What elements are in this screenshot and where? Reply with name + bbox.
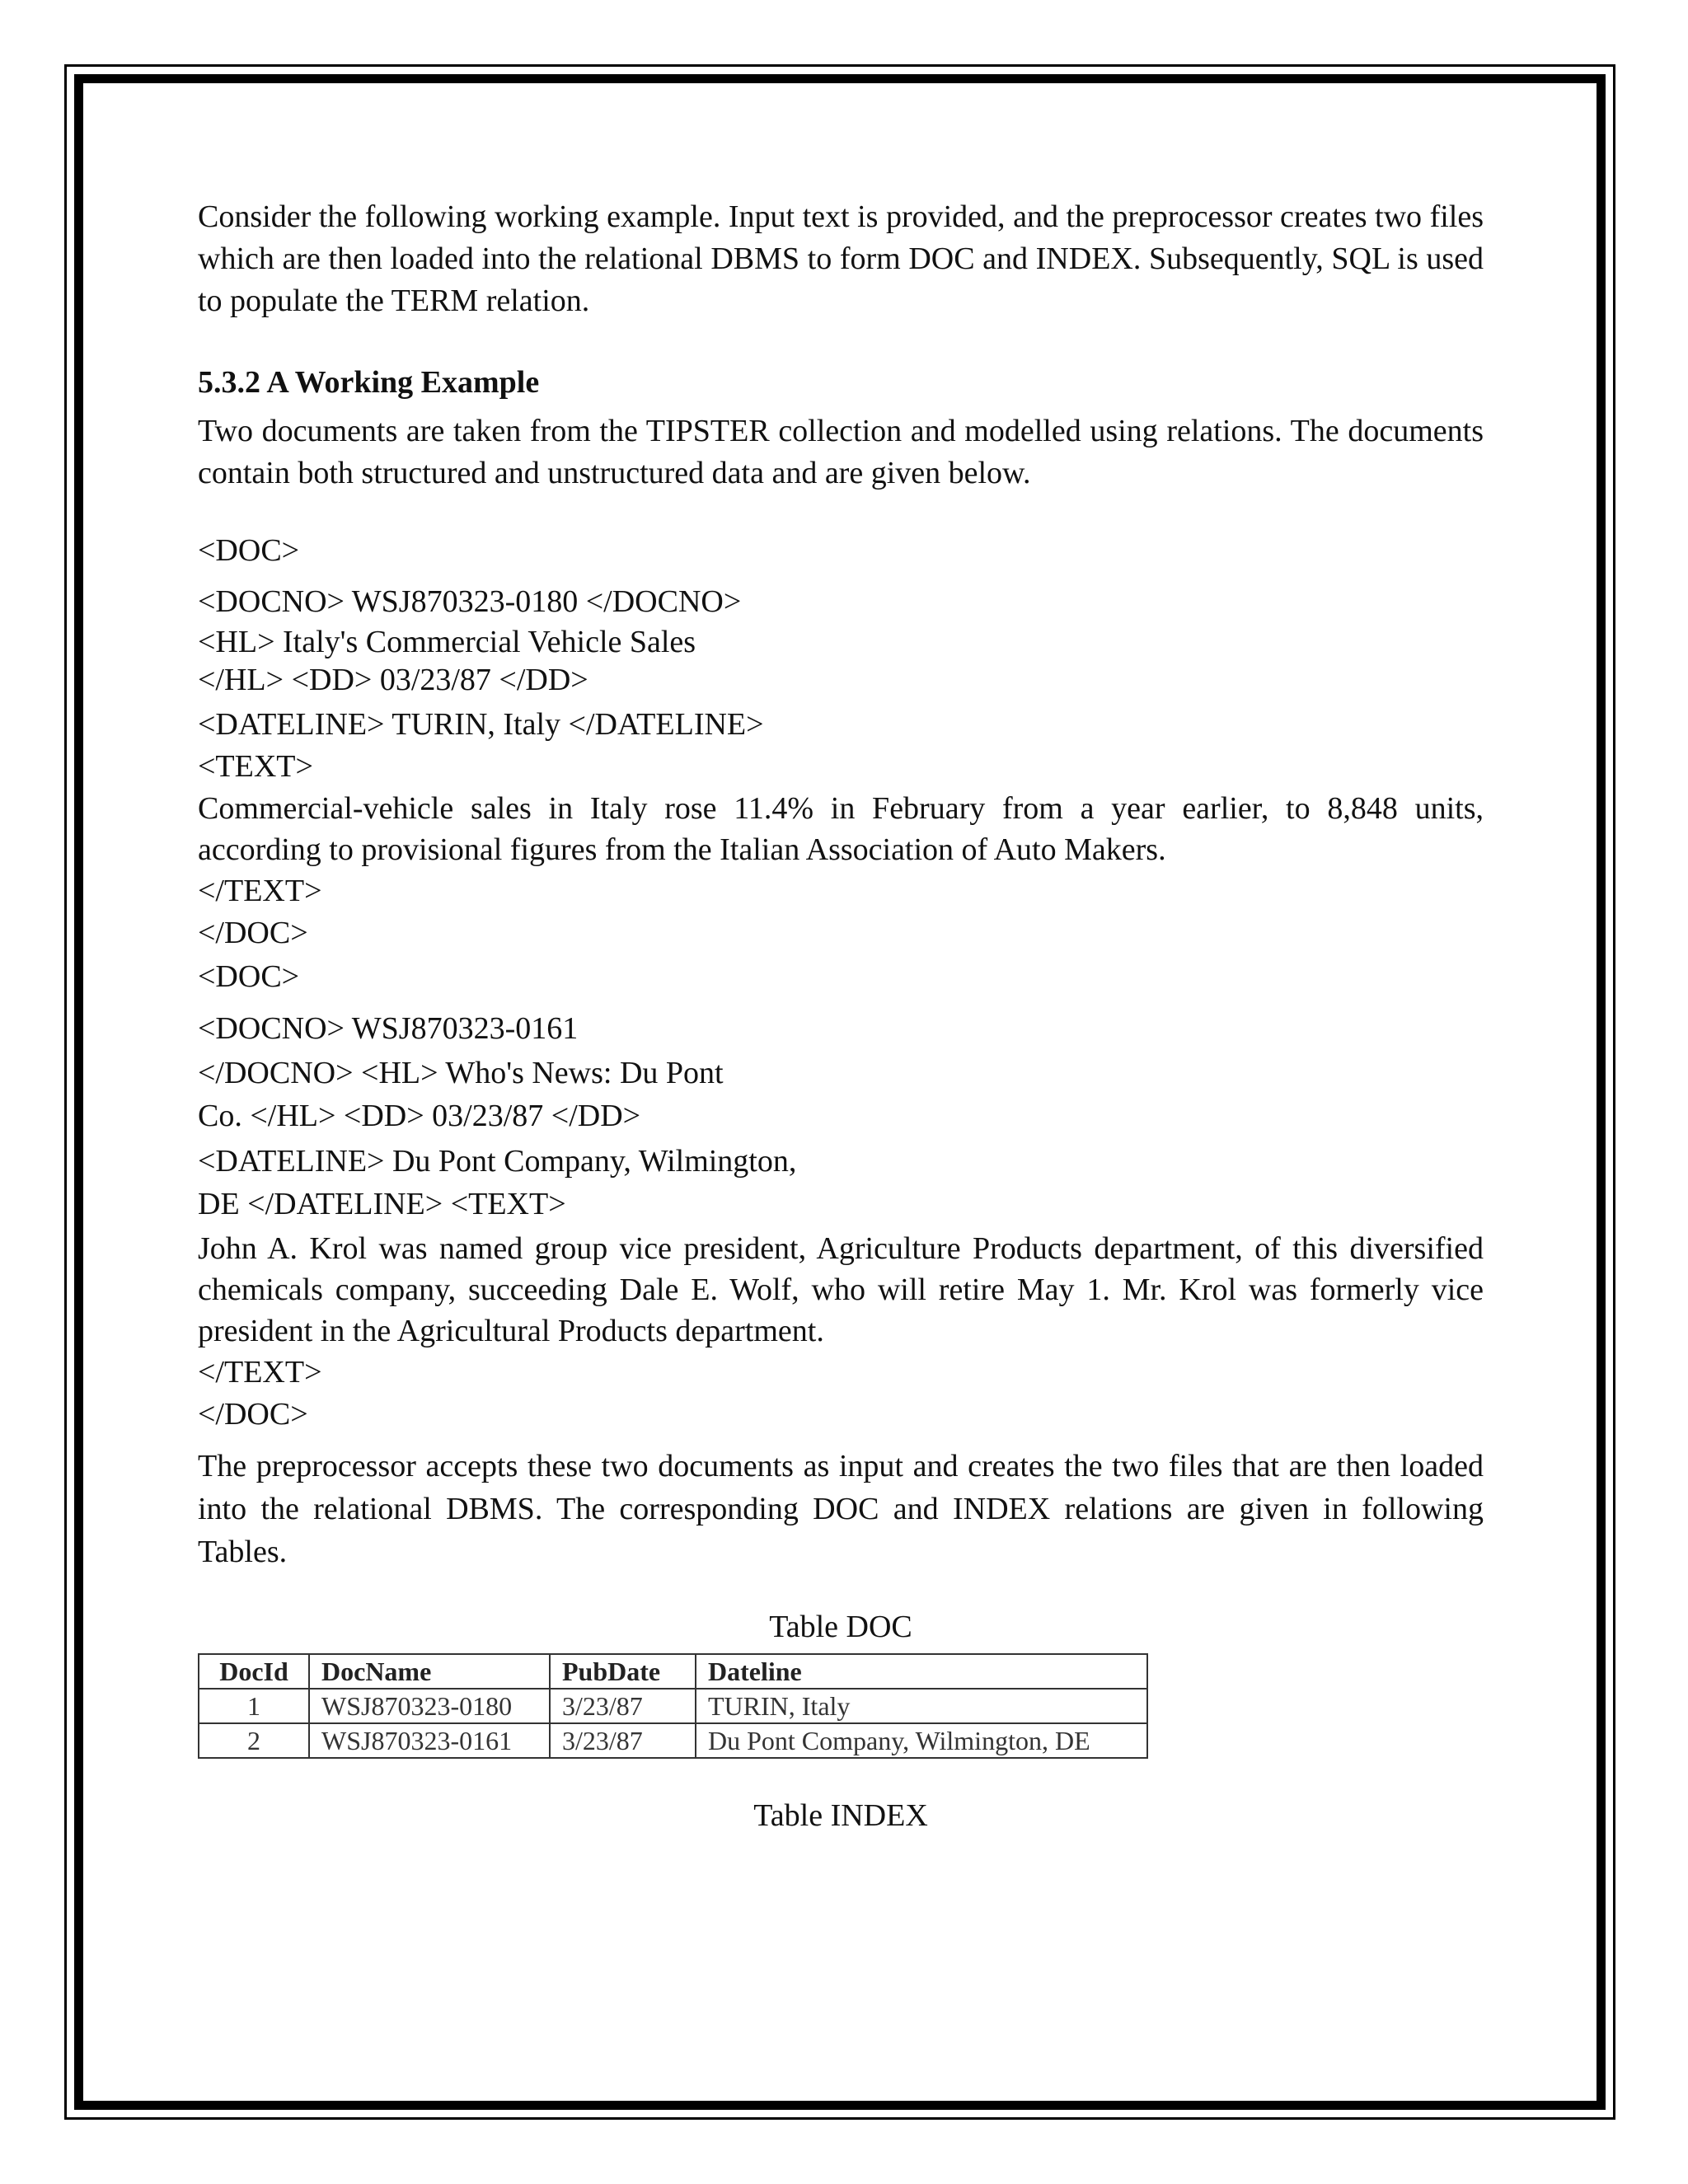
doc2-text-body: John A. Krol was named group vice president, Agriculture Products department, of this diversified chemicals company, succeeding Dale E. Wolf, who will retire May 1. Mr. Krol was formerly vice president in the Agricultural Products department.	[198, 1231, 1484, 1348]
doc2-text-close: </TEXT>	[198, 1355, 322, 1390]
cell-pubdate: 3/23/87	[550, 1723, 696, 1758]
doc2-docno-hl: </DOCNO> <HL> Who's News: Du Pont	[198, 1056, 724, 1090]
page-content	[198, 196, 1484, 1837]
cell-docname: WSJ870323-0161	[309, 1723, 550, 1758]
doc1-text-body: Commercial-vehicle sales in Italy rose 11.4% in February from a year earlier, to 8,848 units, according to provisional figures from the Italian Association of Auto Makers.	[198, 791, 1484, 867]
document-1	[198, 530, 1484, 955]
doc2-docno: <DOCNO> WSJ870323-0161	[198, 1011, 579, 1046]
table-index-caption: Table INDEX	[753, 1798, 928, 1833]
section-heading: 5.3.2 A Working Example	[198, 365, 540, 400]
cell-docid: 1	[199, 1689, 309, 1723]
cell-docid: 2	[199, 1723, 309, 1758]
table-row	[199, 1723, 1147, 1758]
doc2-open-tag: <DOC>	[198, 959, 300, 994]
table-row	[199, 1689, 1147, 1723]
doc1-dateline: <DATELINE> TURIN, Italy </DATELINE>	[198, 707, 764, 742]
doc2-close-tag: </DOC>	[198, 1397, 308, 1432]
doc1-text-close: </TEXT>	[198, 874, 322, 908]
doc1-text-open: <TEXT>	[198, 749, 313, 784]
cell-pubdate: 3/23/87	[550, 1689, 696, 1723]
table-header-row	[199, 1654, 1147, 1689]
doc1-close-tag: </DOC>	[198, 916, 308, 950]
cell-docname: WSJ870323-0180	[309, 1689, 550, 1723]
table-doc-caption: Table DOC	[769, 1610, 912, 1644]
doc2-hl-dd: Co. </HL> <DD> 03/23/87 </DD>	[198, 1099, 641, 1133]
header-pubdate: PubDate	[550, 1654, 696, 1689]
closing-paragraph: The preprocessor accepts these two documents as input and creates the two files that are then loaded into the relational DBMS. The corresponding DOC and INDEX relations are given in following Tables.	[198, 1449, 1484, 1569]
doc2-dateline: <DATELINE> Du Pont Company, Wilmington,	[198, 1144, 797, 1179]
header-dateline: Dateline	[696, 1654, 1147, 1689]
doc2-dateline-text: DE </DATELINE> <TEXT>	[198, 1187, 566, 1221]
document-2	[198, 955, 1484, 1436]
table-doc	[198, 1653, 1148, 1759]
cell-dateline: Du Pont Company, Wilmington, DE	[696, 1723, 1147, 1758]
cell-dateline: TURIN, Italy	[696, 1689, 1147, 1723]
doc1-hl-dd: </HL> <DD> 03/23/87 </DD>	[198, 663, 588, 697]
section-paragraph: Two documents are taken from the TIPSTER collection and modelled using relations. The documents contain both structured and unstructured data and are given below.	[198, 414, 1484, 490]
header-docid: DocId	[199, 1654, 309, 1689]
header-docname: DocName	[309, 1654, 550, 1689]
doc1-open-tag: <DOC>	[198, 533, 300, 568]
doc1-docno: <DOCNO> WSJ870323-0180 </DOCNO>	[198, 584, 742, 619]
doc1-headline: <HL> Italy's Commercial Vehicle Sales	[198, 625, 696, 659]
intro-paragraph: Consider the following working example. Input text is provided, and the preprocessor creates two files which are then loaded into the relational DBMS to form DOC and INDEX. Subsequently, SQL is used to populate the TERM relation.	[198, 199, 1484, 318]
